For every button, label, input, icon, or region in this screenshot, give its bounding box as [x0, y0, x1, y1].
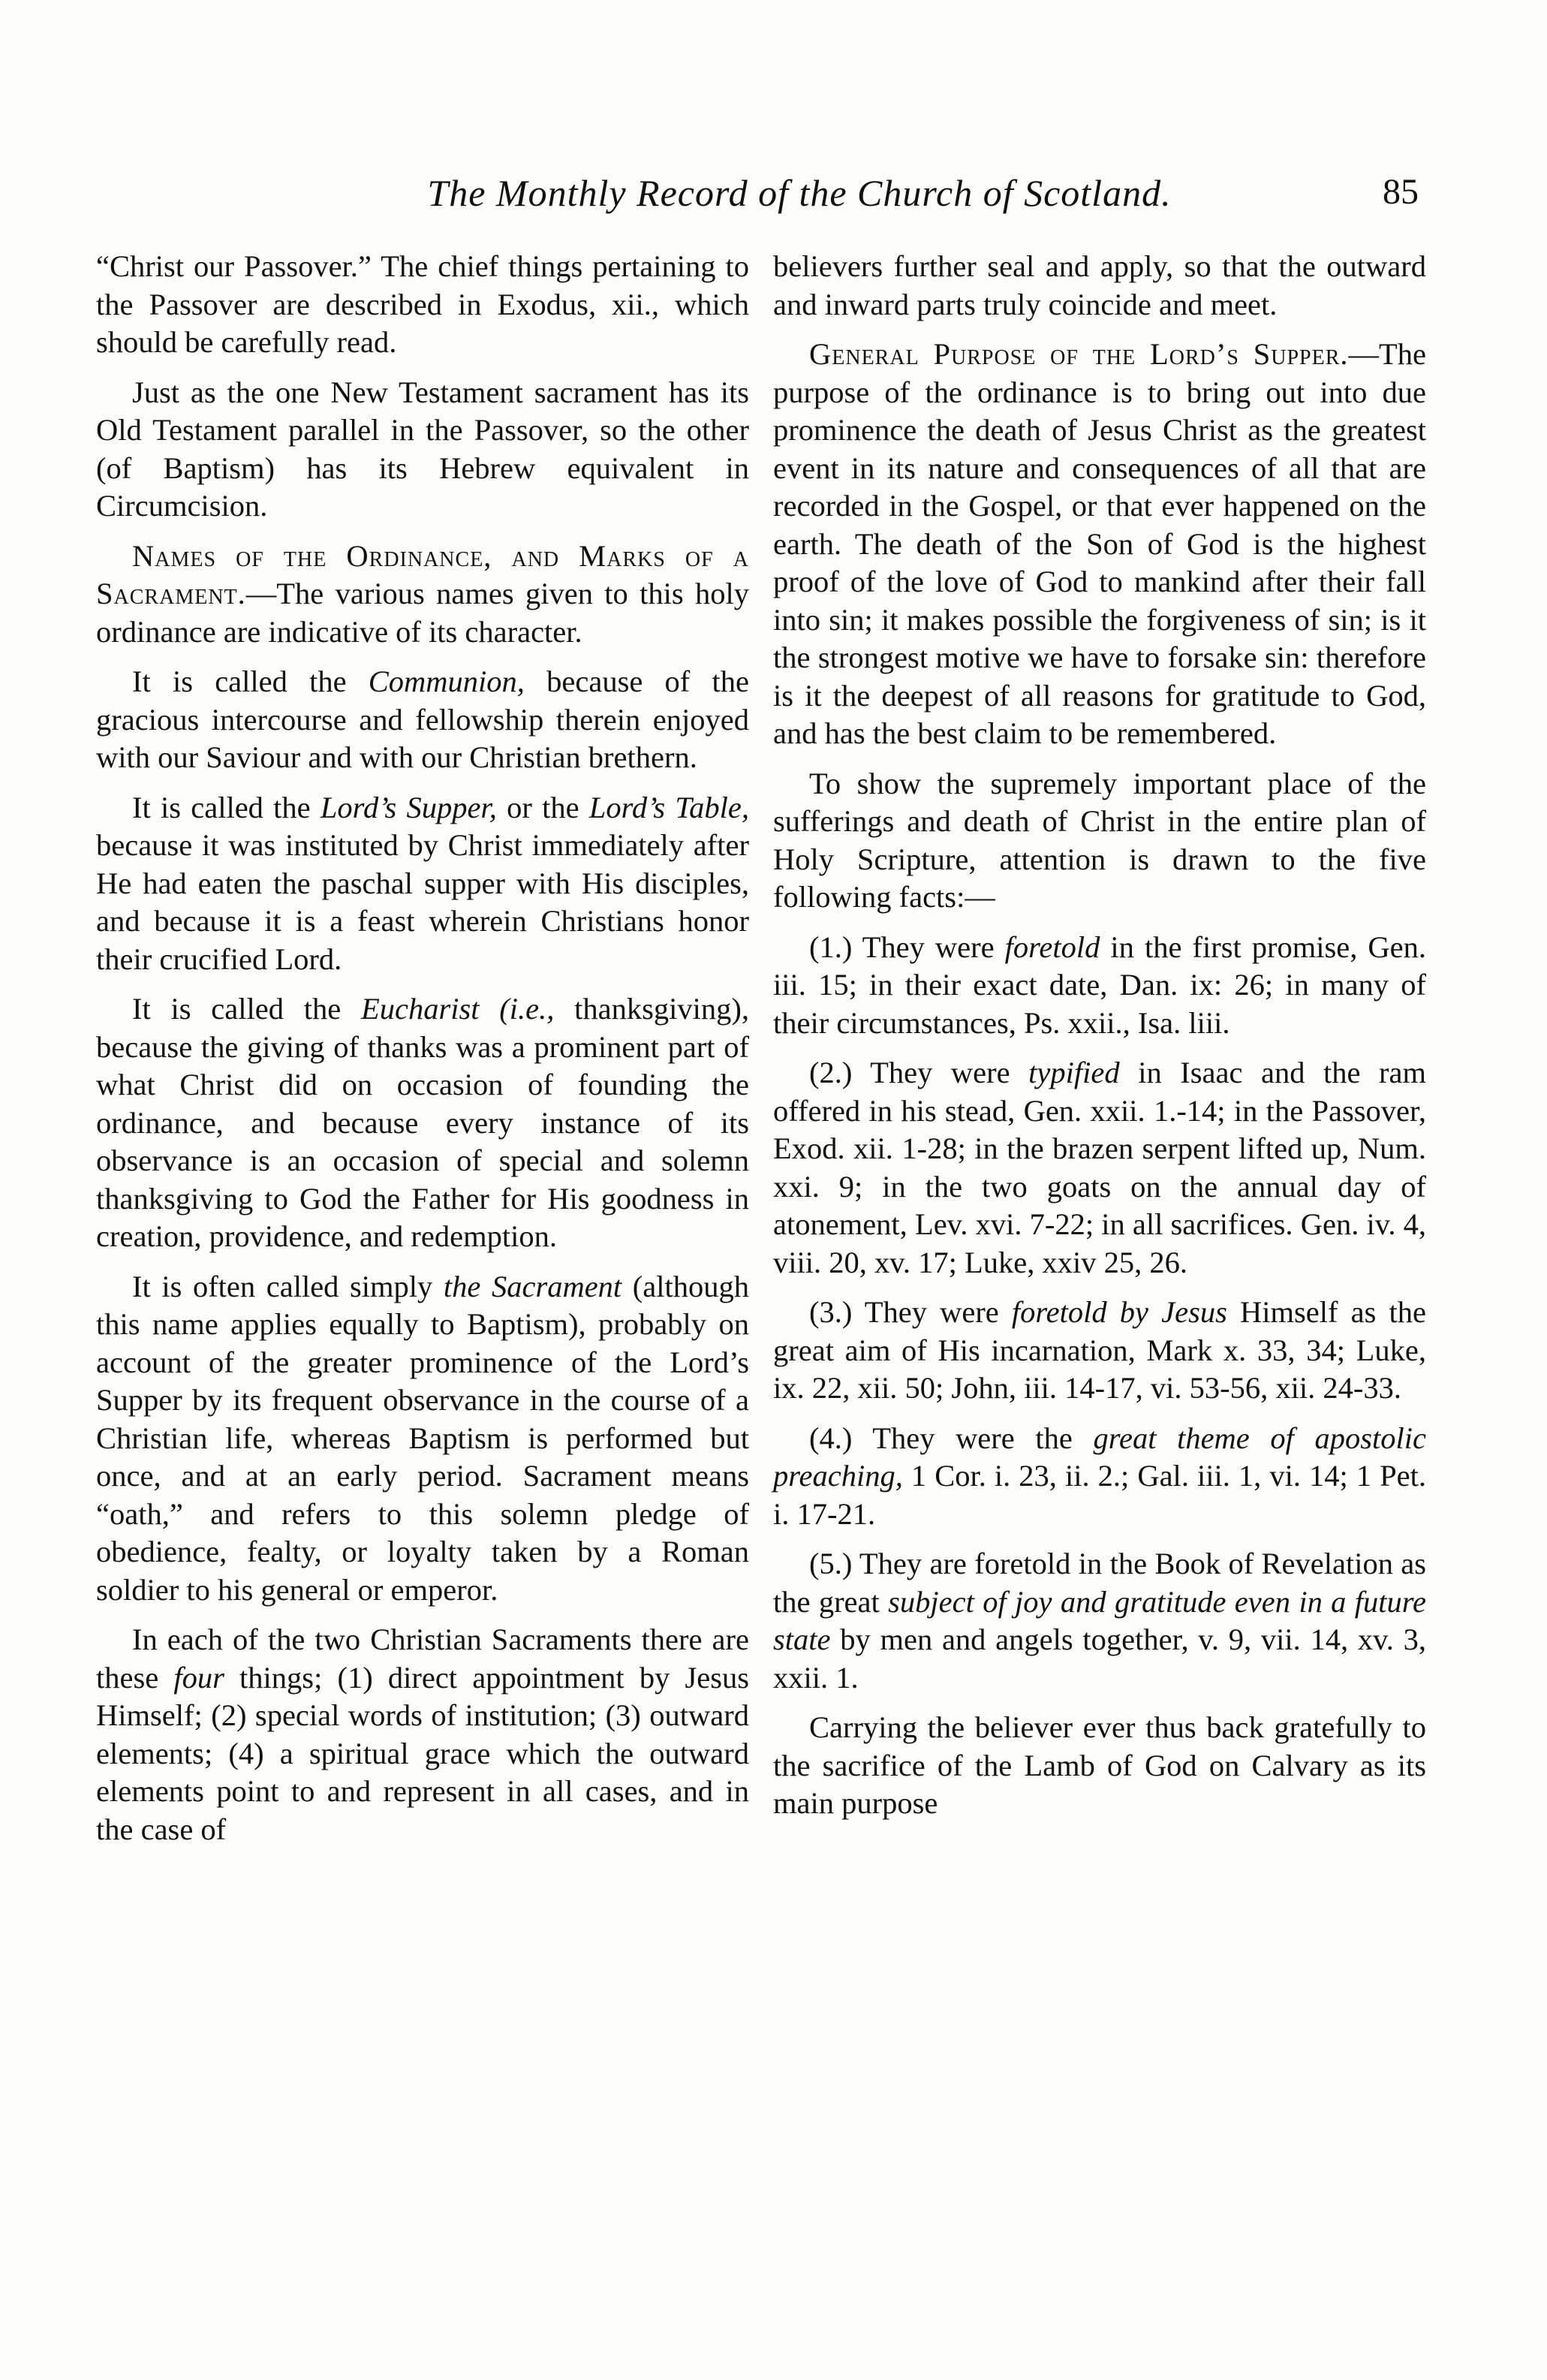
paragraph-text: by men and angels together, v. 9, vii. 14, xv. 3, xxii. 1. — [773, 1622, 1426, 1695]
section-heading: General Purpose of the Lord’s Supper. — [809, 337, 1349, 371]
paragraph-text: It is called the — [132, 664, 369, 698]
paragraph-text: (5.) They are foretold in the Book of Revelation as the great — [773, 1547, 1426, 1619]
paragraph — [773, 1054, 1426, 1282]
paragraph — [773, 1545, 1426, 1697]
italic-term: foretold — [1004, 929, 1100, 964]
italic-term: Communion, — [368, 664, 525, 698]
paragraph — [773, 1420, 1426, 1534]
paragraph-text: “Christ our Passover.” The chief things pertaining to the Passover are described in Exodus, xii., which should be carefully read. — [96, 249, 749, 359]
paragraph-text: To show the supremely important place of the sufferings and death of Christ in the entire plan of Holy Scripture, attention is drawn to the five following facts:— — [773, 766, 1426, 914]
italic-term: Eucharist (i.e., — [361, 992, 555, 1026]
italic-term: subject of joy and gratitude even in a future state — [773, 1584, 1427, 1656]
italic-term: foretold by Jesus — [1011, 1295, 1227, 1329]
paragraph-text: in Isaac and the ram offered in his stead, Gen. xxii. 1.-14; in the Passover, Exod. xii. 1-28; in the brazen serpent lifted up, Num. xxi. 9; in the two goats on the annual day of atonement, Lev. xvi. 7-22; in all sacrifices. Gen. iv. 4, viii. 20, xv. 17; Luke, xxiv 25, 26. — [773, 1056, 1426, 1279]
paragraph-text: or the — [496, 790, 589, 824]
paragraph-text: It is often called simply — [132, 1269, 444, 1303]
paragraph-text: —The purpose of the ordinance is to bring out into due prominence the death of Jesus Christ as the greatest event in its nature and consequences of all that are recorded in the Gospel, or that ever happened on the earth. The death of the Son of God is the highest proof of the love of God to mankind after their fall into sin; it makes possible the forgiveness of sin; is it the strongest motive we have to forsake sin: therefore is it the deepest of all reasons for gratitude to God, and has the best claim to be remembered. — [773, 337, 1426, 750]
paragraph — [773, 929, 1426, 1043]
paragraph — [96, 663, 749, 777]
paragraph-text: It is called the — [132, 790, 321, 824]
paragraph-text: (1.) They were — [809, 929, 1005, 964]
paragraph-text: (although this name applies equally to Baptism), probably on account of the greater prominence of the Lord’s Supper by its frequent observance in the course of a Christian life, whereas Baptism is performed but once, and at an early period. Sacrament means “oath,” and refers to this solemn pledge of obedience, fealty, or loyalty taken by a Roman soldier to his general or emperor. — [96, 1269, 749, 1607]
paragraph-text: thanksgiving), because the giving of thanks was a prominent part of what Christ did on occasion of founding the ordinance, and because every instance of its observance is an occasion of special and solemn thanksgiving to God the Father for His goodness in creation, providence, and redemption. — [96, 992, 749, 1253]
paragraph-text: 1 Cor. i. 23, ii. 2.; Gal. iii. 1, vi. 14; 1 Pet. i. 17-21. — [773, 1459, 1426, 1531]
left-column — [96, 248, 749, 1860]
paragraph — [96, 374, 749, 526]
paragraph-text: —The various names given to this holy ordinance are indicative of its character. — [96, 577, 749, 649]
right-column — [773, 248, 1426, 1835]
paragraph-text: (4.) They were the — [809, 1420, 1094, 1455]
paragraph — [773, 1294, 1426, 1408]
paragraph — [773, 1709, 1426, 1823]
paragraph — [96, 1621, 749, 1848]
paragraph — [96, 990, 749, 1256]
paragraph-text: (3.) They were — [809, 1295, 1012, 1329]
paragraph-text: because of the gracious intercourse and fellowship therein enjoyed with our Saviour and with our Christian brethern. — [96, 664, 749, 774]
paragraph — [773, 765, 1426, 917]
paragraph — [773, 248, 1426, 324]
paragraph-text: Carrying the believer ever thus back gratefully to the sacrifice of the Lamb of God on Calvary as its main purpose — [773, 1710, 1426, 1820]
paragraph — [773, 336, 1426, 753]
paragraph-text: in the first promise, Gen. iii. 15; in their exact date, Dan. ix: 26; in many of their circumstances, Ps. xxii., Isa. liii. — [773, 929, 1426, 1040]
italic-term: Lord’s Supper, — [320, 790, 497, 824]
italic-term: Lord’s Table, — [588, 790, 750, 824]
page-number: 85 — [1383, 172, 1419, 212]
paragraph-text: Just as the one New Testament sacrament has its Old Testament parallel in the Passover, so the other (of Baptism) has its Hebrew equivalent in Circumcision. — [96, 375, 749, 523]
paragraph-text: Himself as the great aim of His incarnation, Mark x. 33, 34; Luke, ix. 22, xii. 50; John, iii. 14-17, vi. 53-56, xii. 24-33. — [773, 1295, 1426, 1405]
running-header — [180, 171, 1419, 216]
paragraph — [96, 248, 749, 362]
italic-term: the Sacrament — [443, 1269, 622, 1303]
paragraph — [96, 538, 749, 652]
paragraph — [96, 1268, 749, 1610]
running-title: The Monthly Record of the Church of Scotland. — [427, 172, 1172, 214]
italic-term: typified — [1028, 1056, 1120, 1089]
paragraph-text: things; (1) direct appointment by Jesus Himself; (2) special words of institution; (3) outward elements; (4) a spiritual grace which the outward elements point to and represent in all cases, and in the case of — [96, 1660, 749, 1846]
paragraph-text: It is called the — [132, 992, 361, 1026]
section-heading: Names of the Ordinance, and Marks of a Sacrament. — [96, 538, 749, 610]
italic-term: four — [173, 1660, 224, 1695]
paragraph — [96, 789, 749, 979]
italic-term: great theme of apostolic preaching, — [773, 1420, 1427, 1493]
paragraph-text: (2.) They were — [809, 1056, 1029, 1089]
paragraph-text: because it was instituted by Christ immediately after He had eaten the paschal supper with His disciples, and because it is a feast wherein Christians honor their crucified Lord. — [96, 828, 749, 976]
paragraph-text: believers further seal and apply, so that the outward and inward parts truly coincide and meet. — [773, 249, 1426, 321]
paragraph-text: In each of the two Christian Sacraments there are these — [96, 1622, 749, 1695]
